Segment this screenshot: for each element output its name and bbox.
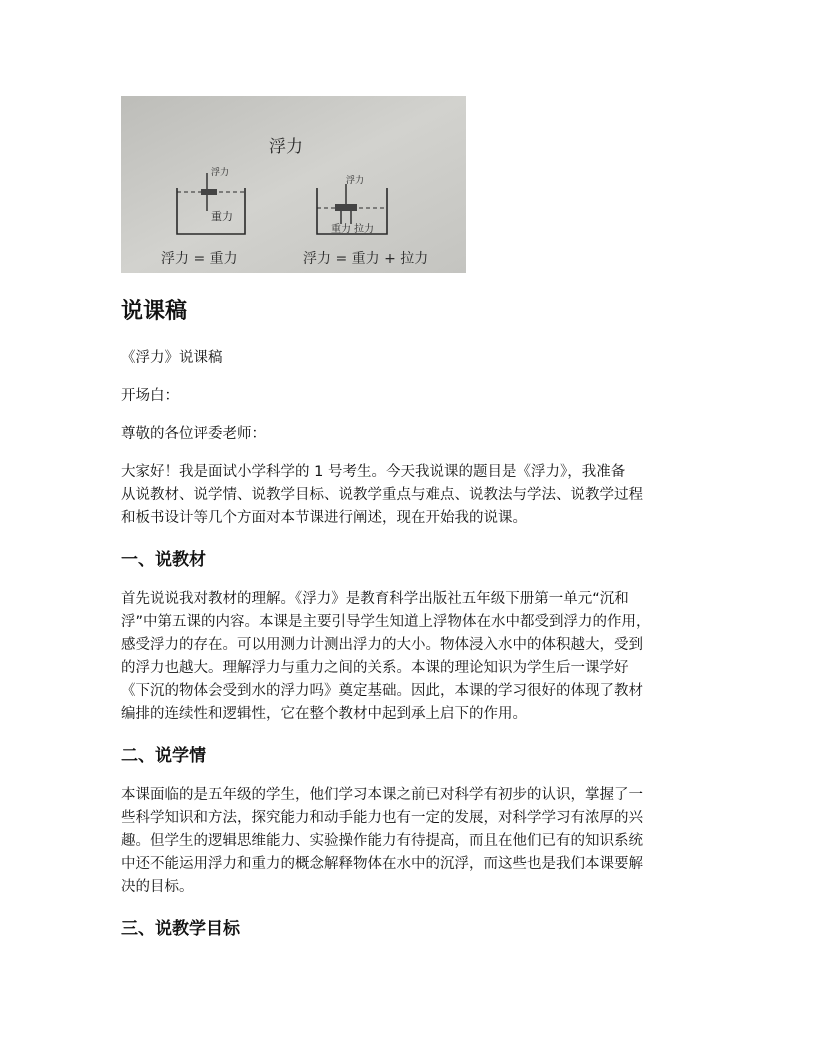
- paragraph-line: 编排的连续性和逻辑性，它在整个教材中起到承上启下的作用。: [121, 706, 527, 722]
- section-heading-students: 二、说学情: [121, 746, 206, 766]
- paragraph-line: 浮”中第五课的内容。本课是主要引导学生知道上浮物体在水中都受到浮力的作用，: [121, 614, 651, 630]
- paragraph-line: 《下沉的物体会受到水的浮力吗》奠定基础。因此，本课的学习很好的体现了教材: [121, 683, 643, 699]
- section-students-paragraph: [121, 784, 696, 899]
- right-pull-label: 拉力: [354, 224, 374, 235]
- intro-paragraph: [121, 461, 696, 530]
- section-textbook-paragraph: [121, 588, 696, 726]
- diagram-title: 浮力: [269, 137, 303, 157]
- paragraph-line: 些科学知识和方法，探究能力和动手能力也有一定的发展，对科学学习有浓厚的兴: [121, 810, 643, 826]
- paragraph-line: 的浮力也越大。理解浮力与重力之间的关系。本课的理论知识为学生后一课学好: [121, 660, 629, 676]
- paper-background: [121, 96, 466, 273]
- section-heading-textbook: 一、说教材: [121, 550, 206, 570]
- paragraph-line: 趣。但学生的逻辑思维能力、实验操作能力有待提高，而且在他们已有的知识系统: [121, 833, 643, 849]
- paragraph-line: 本课面临的是五年级的学生，他们学习本课之前已对科学有初步的认识，掌握了一: [121, 787, 643, 803]
- right-gravity-label: 重力: [331, 224, 351, 235]
- left-caption: 浮力 = 重力: [161, 251, 238, 267]
- salutation: 尊敬的各位评委老师：: [121, 426, 266, 442]
- left-buoyancy-label: 浮力: [211, 168, 230, 178]
- section-heading-objectives: 三、说教学目标: [121, 919, 240, 939]
- right-submerged-block: [335, 204, 357, 211]
- right-caption: 浮力 = 重力 + 拉力: [303, 251, 429, 267]
- right-buoyancy-label: 浮力: [346, 176, 365, 186]
- document-page: [121, 96, 696, 941]
- document-title: 说课稿: [121, 299, 188, 324]
- opening-label: 开场白：: [121, 388, 179, 404]
- paragraph-line: 中还不能运用浮力和重力的概念解释物体在水中的沉浮，而这些也是我们本课要解: [121, 856, 643, 872]
- paragraph-line: 决的目标。: [121, 879, 194, 895]
- left-floating-block: [201, 189, 217, 195]
- intro-line: 和板书设计等几个方面对本节课进行阐述，现在开始我的说课。: [121, 510, 527, 526]
- document-subtitle: 《浮力》说课稿: [121, 350, 223, 366]
- intro-line: 大家好！我是面试小学科学的 1 号考生。今天我说课的题目是《浮力》，我准备: [121, 464, 626, 480]
- left-gravity-label: 重力: [211, 210, 233, 223]
- buoyancy-diagram-photo: [121, 96, 466, 273]
- paragraph-line: 首先说说我对教材的理解。《浮力》是教育科学出版社五年级下册第一单元“沉和: [121, 591, 629, 607]
- intro-line: 从说教材、说学情、说教学目标、说教学重点与难点、说教法与学法、说教学过程: [121, 487, 643, 503]
- paragraph-line: 感受浮力的存在。可以用测力计测出浮力的大小。物体浸入水中的体积越大，受到: [121, 637, 643, 653]
